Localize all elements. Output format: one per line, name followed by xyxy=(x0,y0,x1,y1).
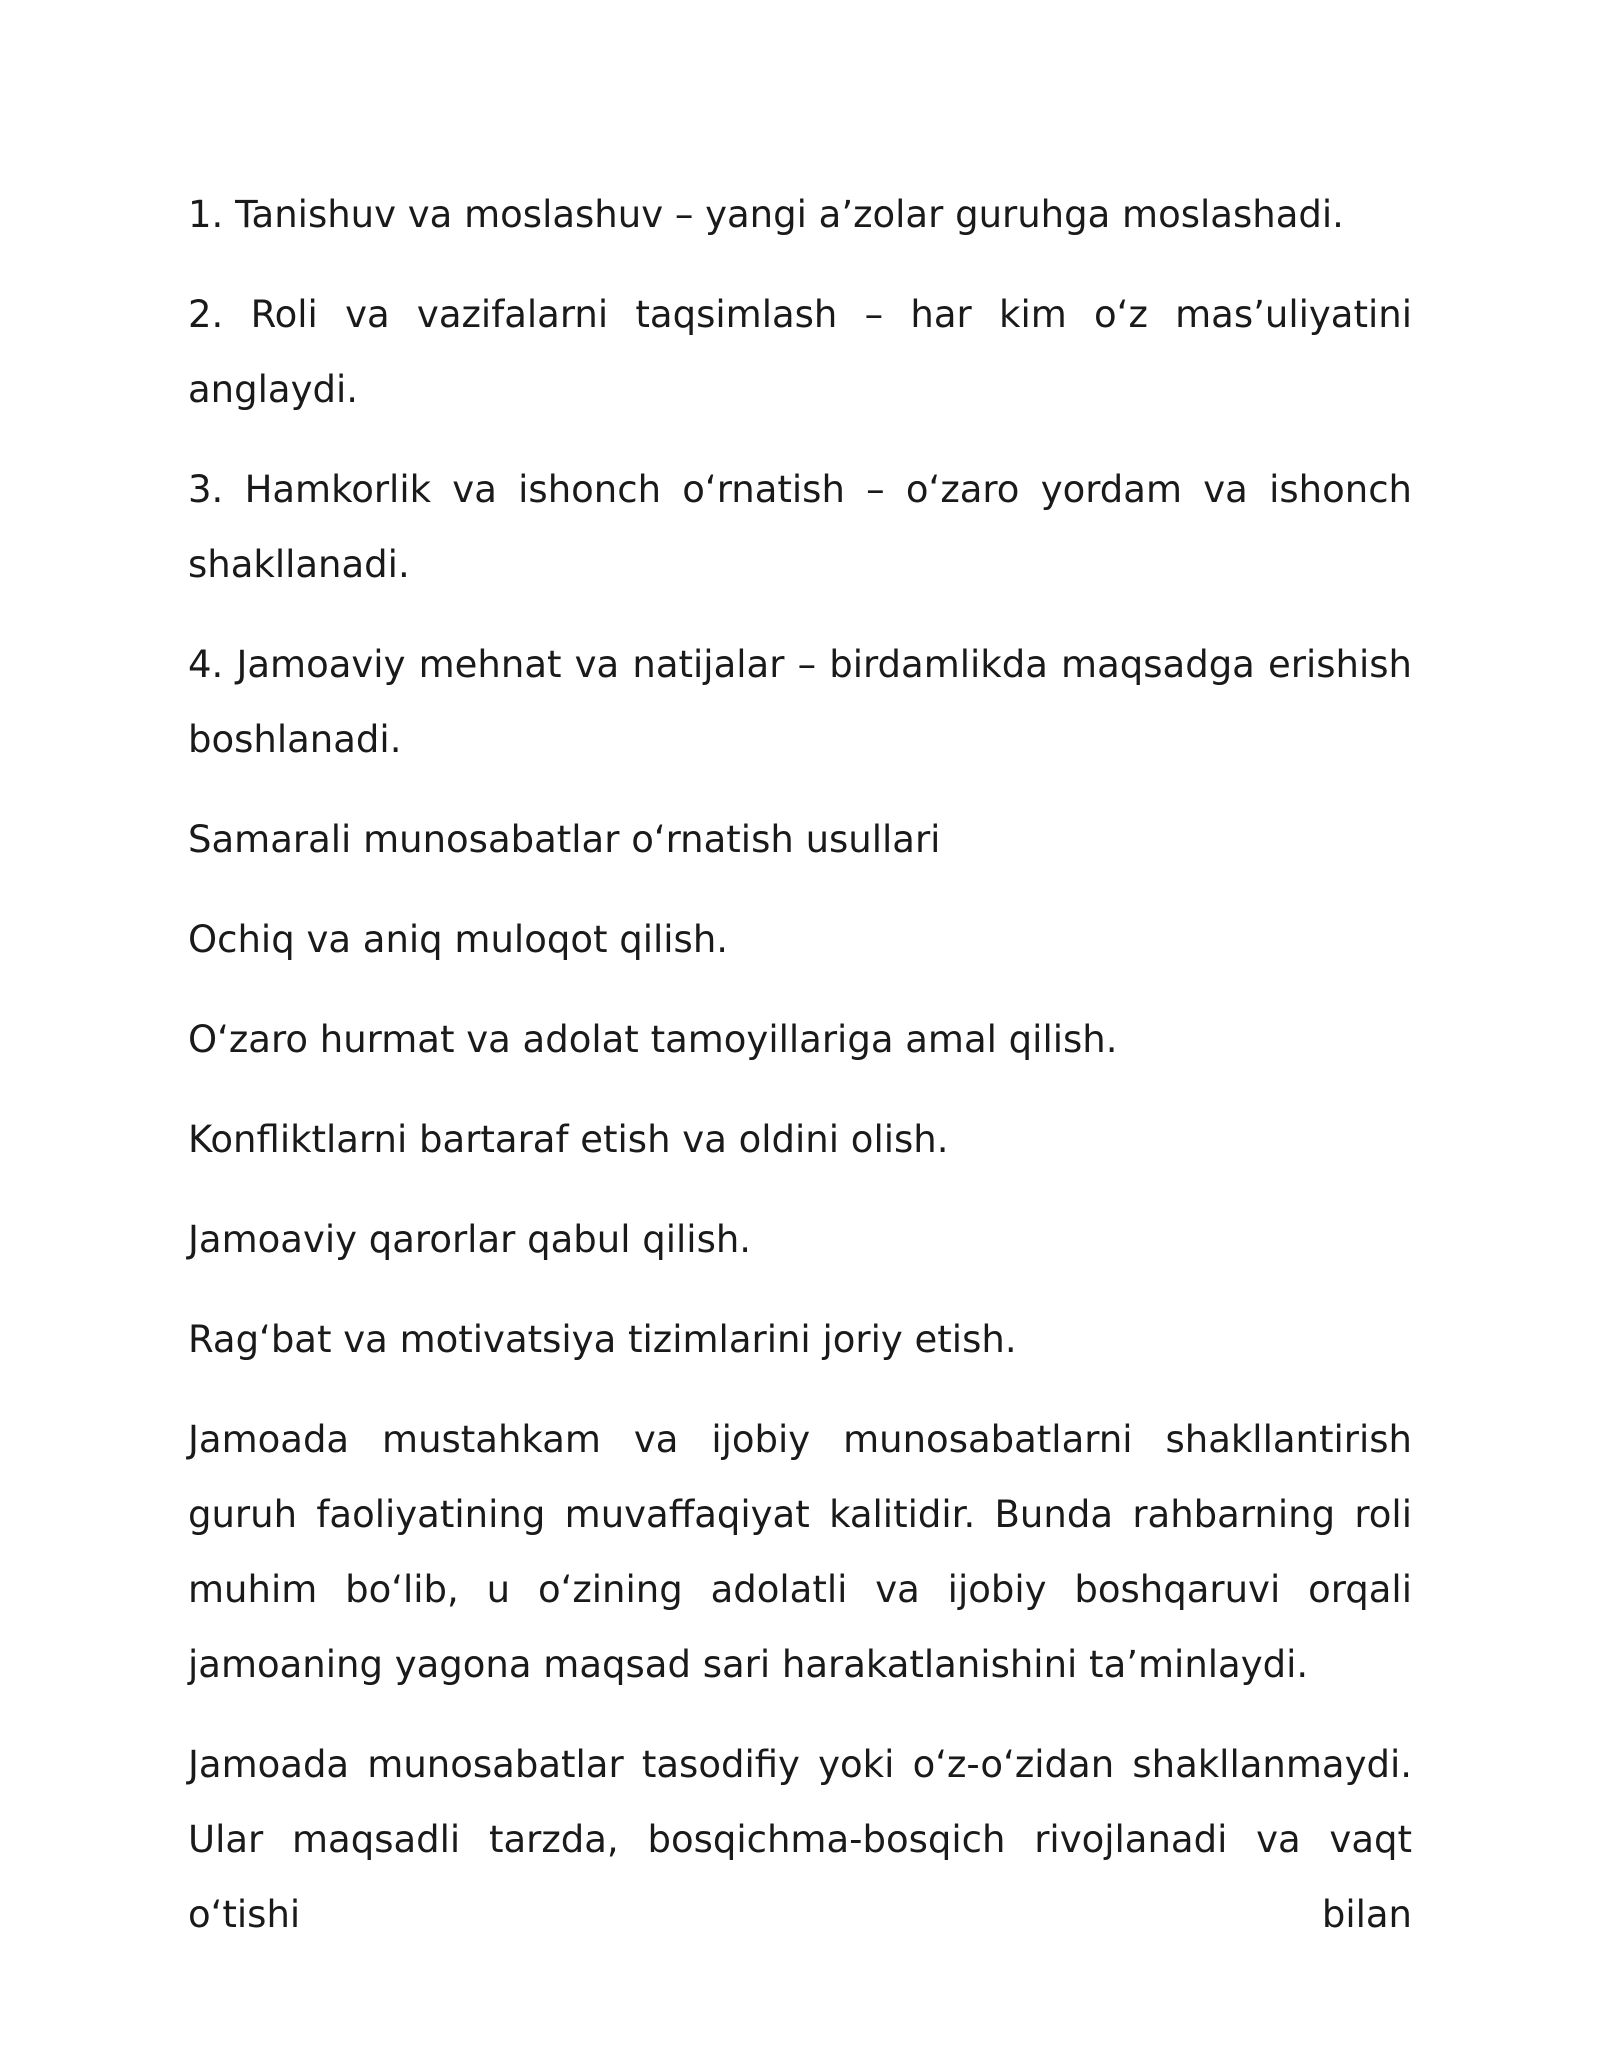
body-paragraph-2: Jamoada munosabatlar tasodifiy yoki o‘z-o‘zidan shakllanmaydi. Ular maqsadli tarzda, bosqichma-bosqich rivojlanadi va vaqt o‘tishi bilan xyxy=(188,1743,1412,1936)
method-item-4: Jamoaviy qarorlar qabul qilish. xyxy=(188,1218,752,1261)
body-paragraph-1: Jamoada mustahkam va ijobiy munosabatlarni shakllantirish guruh faoliyatining muvaffaqiyat kalitidir. Bunda rahbarning roli muhim bo‘lib, u o‘zining adolatli va ijobiy boshqaruvi orqali jamoaning yagona maqsad sari harakatlanishini ta’minlaydi. xyxy=(188,1418,1412,1686)
document-page xyxy=(188,177,1412,1977)
list-item-1: 1. Tanishuv va moslashuv – yangi a’zolar guruhga moslashadi. xyxy=(188,193,1344,236)
list-item-2: 2. Roli va vazifalarni taqsimlash – har kim o‘z mas’uliyatini anglaydi. xyxy=(188,293,1412,411)
list-item-4: 4. Jamoaviy mehnat va natijalar – birdamlikda maqsadga erishish boshlanadi. xyxy=(188,643,1412,761)
section-title: Samarali munosabatlar o‘rnatish usullari xyxy=(188,818,941,861)
method-item-5: Rag‘bat va motivatsiya tizimlarini joriy etish. xyxy=(188,1318,1017,1361)
method-item-1: Ochiq va aniq muloqot qilish. xyxy=(188,918,729,961)
method-item-2: O‘zaro hurmat va adolat tamoyillariga amal qilish. xyxy=(188,1018,1118,1061)
list-item-3: 3. Hamkorlik va ishonch o‘rnatish – o‘zaro yordam va ishonch shakllanadi. xyxy=(188,468,1412,586)
method-item-3: Konfliktlarni bartaraf etish va oldini olish. xyxy=(188,1118,949,1161)
